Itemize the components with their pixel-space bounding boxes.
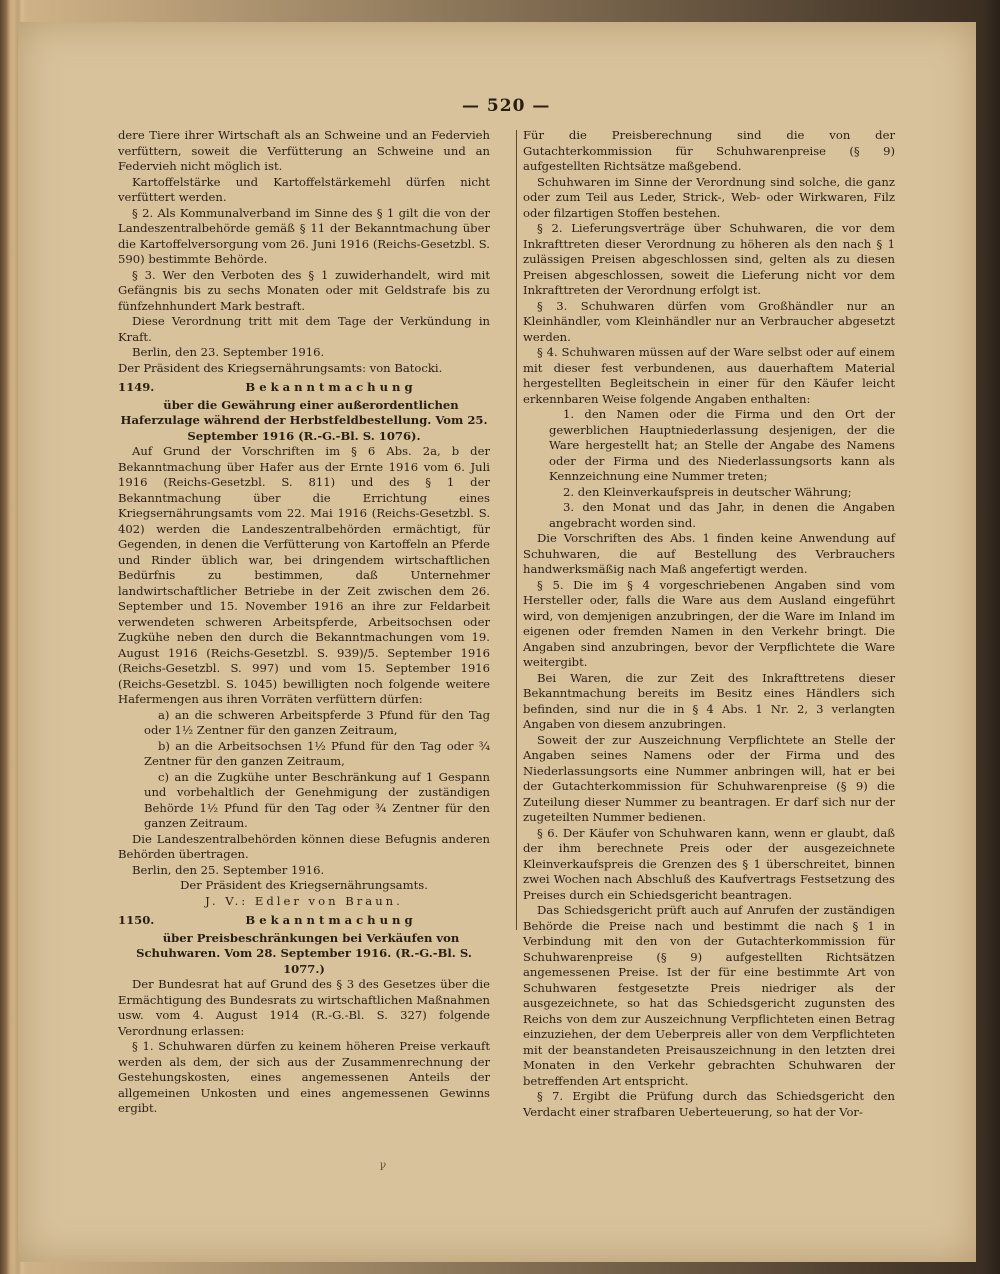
signature-title: Der Präsident des Kriegsernährungsamts. bbox=[180, 878, 428, 892]
section-subtitle: über die Gewährung einer außerordentlichen Haferzulage während der Herbstfeldbestellung. Vom 25. September 1916 (R.-G.-Bl. S. 1076). bbox=[120, 397, 488, 443]
paragraph: Bei Waren, die zur Zeit des Inkrafttretens dieser Bekanntmachung bereits im Besitz eines Händlers sich befinden, sind nur die in § 4 Abs. 1 Nr. 2, 3 verlangten Angaben von diesem anzubringen. bbox=[523, 670, 895, 731]
list-item: 3. den Monat und das Jahr, in denen die Angaben angebracht worden sind. bbox=[549, 500, 895, 530]
list-item: 2. den Kleinverkaufspreis in deutscher Währung; bbox=[563, 484, 852, 499]
page-number: — 520 — bbox=[462, 96, 551, 116]
paragraph: Der Bundesrat hat auf Grund des § 3 des Gesetzes über die Ermächtigung des Bundesrats zu wirtschaftlichen Maßnahmen usw. vom 4. August 1914 (R.-G.-Bl. S. 327) folgende Verordnung erlassen: bbox=[118, 977, 491, 1038]
paragraph: Für die Preisberechnung sind die von der Gutachterkommission für Schuhwarenpreise (§ 9) aufgestellten Richtsätze maßgebend. bbox=[523, 128, 895, 173]
paragraph: Das Schiedsgericht prüft auch auf Anrufen der zuständigen Behörde die Preise nach und bestimmt die nach § 1 in Verbindung mit den von der Gutachterkommission für Schuhwarenpreise (§ 9) aufgestellten Richtsätzen angemessenen Preise. Ist der für eine bestimmte Art von Schuhwaren festgesetzte Preis niedriger als der ausgezeichnete, so hat das Schiedsgericht zugunsten des Reichs von dem zur Auszeichnung Verpflichteten einen Betrag einzuziehen, der dem Ueberpreis aller von dem Verpflichteten mit der beanstandeten Preisauszeichnung in den letzten drei Monaten in den Verkehr gebrachten Schuhwaren der betreffenden Art entspricht. bbox=[523, 903, 895, 1088]
section-number: 1149. bbox=[118, 380, 155, 394]
paragraph: § 6. Der Käufer von Schuhwaren kann, wenn er glaubt, daß der ihm berechnete Preis oder der ausgezeichnete Kleinverkaufspreis die Grenzen des § 1 überschreitet, binnen zwei Wochen nach Abschluß des Kaufvertrags Festsetzung des Preises durch ein Schiedsgericht beantragen. bbox=[523, 825, 895, 902]
paragraph: § 4. Schuhwaren müssen auf der Ware selbst oder auf einem mit dieser fest verbundenen, aus dauerhaftem Material hergestellten Begleitschein in einer für den Käufer leicht erkennbaren Weise folgende Angaben enthalten: bbox=[523, 345, 895, 406]
footer-mark: ꝩ bbox=[380, 1160, 387, 1171]
paragraph: Kartoffelstärke und Kartoffelstärkemehl dürfen nicht verfüttert werden. bbox=[118, 174, 490, 204]
list-item: 1. den Namen oder die Firma und den Ort der gewerblichen Hauptniederlassung desjenigen, der die Ware hergestellt hat; an Stelle der Angabe des Namens oder der Firma und des Niederlassungsorts kann als Kennzeichnung eine Nummer treten; bbox=[549, 407, 895, 483]
paragraph: Diese Verordnung tritt mit dem Tage der Verkündung in Kraft. bbox=[118, 314, 490, 344]
section-title: Bekanntmachung bbox=[245, 380, 417, 394]
section-heading-1150 bbox=[118, 913, 490, 929]
paragraph: § 3. Schuhwaren dürfen vom Großhändler nur an Kleinhändler, vom Kleinhändler nur an Verbraucher abgesetzt werden. bbox=[523, 298, 895, 344]
date-line: Berlin, den 25. September 1916. bbox=[132, 862, 325, 877]
left-column bbox=[118, 128, 490, 1117]
paragraph: § 3. Wer den Verboten des § 1 zuwiderhandelt, wird mit Gefängnis bis zu sechs Monaten oder mit Geldstrafe bis zu fünfzehnhundert Mark bestraft. bbox=[118, 267, 490, 313]
column-divider bbox=[516, 130, 517, 930]
section-heading-1149 bbox=[118, 380, 490, 396]
section-title: Bekanntmachung bbox=[245, 913, 417, 927]
paragraph: Auf Grund der Vorschriften im § 6 Abs. 2a, b der Bekanntmachung über Hafer aus der Ernte 1916 vom 6. Juli 1916 (Reichs-Gesetzbl. S. 811) und des § 1 der Bekanntmachung über die Errichtung eines Kriegsernährungsamts vom 22. Mai 1916 (Reichs-Gesetzbl. S. 402) werden die Landeszentralbehörden ermächtigt, für Gegenden, in denen die Verfütterung von Kartoffeln an Pferde und Rinder üblich war, bei dringendem wirtschaftlichen Bedürfnis zu bestimmen, daß Unternehmer landwirtschaftlicher Betriebe in der Zeit zwischen dem 26. September und 15. November 1916 an ihre zur Feldarbeit verwendeten schweren Arbeitspferde, Arbeitsochsen oder Zugkühe neben den durch die Bekanntmachungen vom 19. August 1916 (Reichs-Gesetzbl. S. 939)/5. September 1916 (Reichs-Gesetzbl. S. 997) und vom 15. September 1916 (Reichs-Gesetzbl. S. 1045) bewilligten noch folgende weitere Hafermengen aus ihren Vorräten verfüttern dürfen: bbox=[118, 444, 490, 706]
date-line: Berlin, den 23. September 1916. bbox=[132, 345, 325, 359]
paragraph: Die Vorschriften des Abs. 1 finden keine Anwendung auf Schuhwaren, die auf Bestellung des Verbrauchers handwerksmäßig nach Maß angefertigt werden. bbox=[523, 531, 895, 576]
paragraph: § 5. Die im § 4 vorgeschriebenen Angaben sind vom Hersteller oder, falls die Ware aus dem Ausland eingeführt wird, von demjenigen anzubringen, der die Ware im Inland im eigenen oder fremden Namen in den Verkehr bringt. Die Angaben sind anzubringen, bevor der Verpflichtete die Ware weitergibt. bbox=[523, 577, 895, 669]
list-item: c) an die Zugkühe unter Beschränkung auf 1 Gespann und vorbehaltlich der Genehmigung der zuständigen Behörde 1½ Pfund für den Tag oder ¾ Zentner für den ganzen Zeitraum. bbox=[144, 769, 490, 830]
signature-line: Der Präsident des Kriegsernährungsamts: von Batocki. bbox=[118, 360, 443, 375]
paragraph: § 7. Ergibt die Prüfung durch das Schiedsgericht den Verdacht einer strafbaren Ueberteuerung, so hat der Vor- bbox=[523, 1089, 895, 1119]
paragraph: § 2. Lieferungsverträge über Schuhwaren, die vor dem Inkrafttreten dieser Verordnung zu höheren als den nach § 1 zulässigen Preisen abgeschlossen sind, gelten als zu diesen Preisen abgeschlossen, soweit die Lieferung nicht vor dem Inkrafttreten der Verordnung erfolgt ist. bbox=[523, 221, 895, 297]
section-subtitle: über Preisbeschränkungen bei Verkäufen von Schuhwaren. Vom 28. September 1916. (R.-G.-Bl. S. 1077.) bbox=[136, 930, 472, 976]
paragraph: Die Landeszentralbehörden können diese Befugnis anderen Behörden übertragen. bbox=[118, 831, 490, 861]
list-item: a) an die schweren Arbeitspferde 3 Pfund für den Tag oder 1½ Zentner für den ganzen Zeitraum, bbox=[144, 707, 490, 737]
section-number: 1150. bbox=[118, 913, 155, 927]
paragraph: Soweit der zur Auszeichnung Verpflichtete an Stelle der Angaben seines Namens oder der Firma und des Niederlassungsorts eine Nummer anbringen will, hat er bei der Gutachterkommission für Schuhwarenpreise (§ 9) die Zuteilung dieser Nummer zu beantragen. Er darf sich nur der zugeteilten Nummer bedienen. bbox=[523, 732, 895, 824]
paragraph: Schuhwaren im Sinne der Verordnung sind solche, die ganz oder zum Teil aus Leder, Strick-, Web- oder Wirkwaren, Filz oder filzartigen Stoffen bestehen. bbox=[523, 174, 895, 220]
paragraph: § 1. Schuhwaren dürfen zu keinem höheren Preise verkauft werden als dem, der sich aus der Zusammenrechnung der Gestehungskosten, eines angemessenen Anteils der allgemeinen Unkosten und eines angemessenen Gewinns ergibt. bbox=[118, 1039, 490, 1115]
paragraph: § 2. Als Kommunalverband im Sinne des § 1 gilt die von der Landeszentralbehörde gemäß § 11 der Bekanntmachung über die Kartoffelversorgung vom 26. Juni 1916 (Reichs-Gesetzbl. S. 590) bestimmte Behörde. bbox=[118, 205, 490, 266]
list-item: b) an die Arbeitsochsen 1½ Pfund für den Tag oder ¾ Zentner für den ganzen Zeitraum, bbox=[144, 738, 490, 768]
signature-name: J. V.: Edler von Braun. bbox=[205, 893, 403, 908]
paragraph: dere Tiere ihrer Wirtschaft als an Schweine und an Federvieh verfüttern, soweit die Verfütterung an Schweine und an Federvieh nicht möglich ist. bbox=[118, 128, 490, 173]
right-column bbox=[523, 128, 895, 1120]
